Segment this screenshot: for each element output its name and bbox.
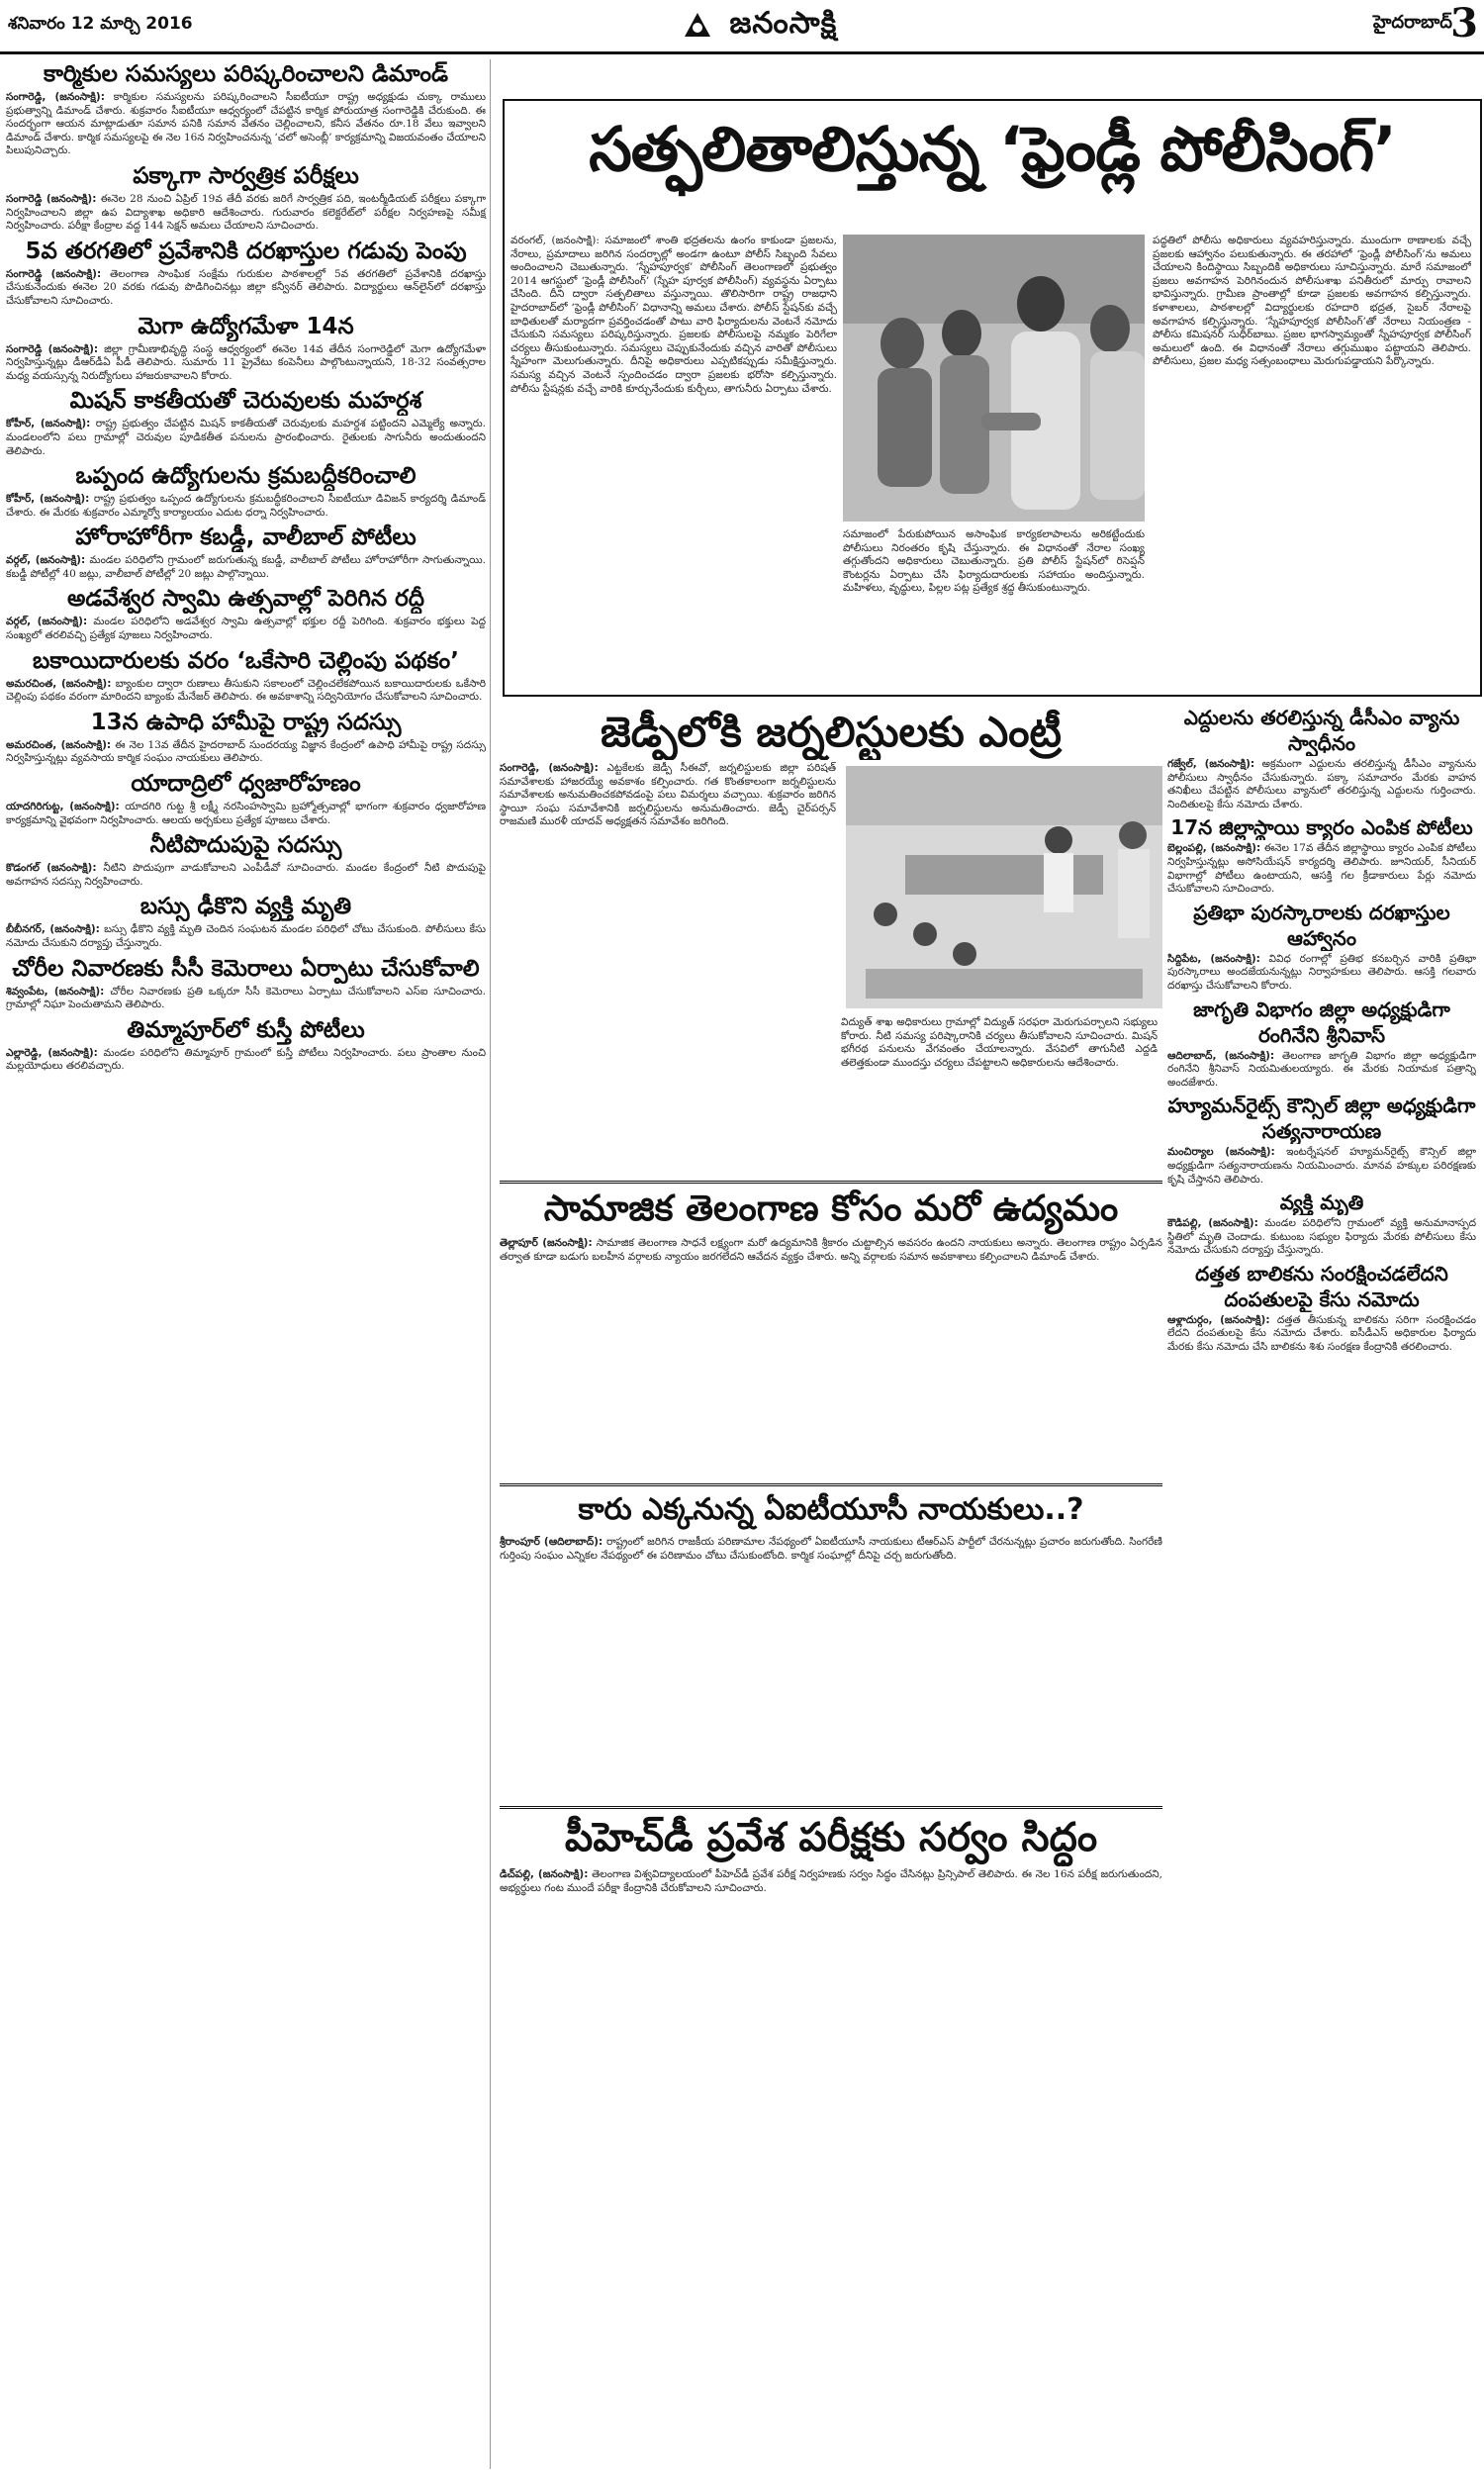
story-jdp-body: ఎట్టకేలకు జెడ్పీ సీఈవో, జర్నలిస్టులకు జిల్లా పరిషత్‌ సమావేశాలకు హాజరయ్యే అవకాశం కల్పించారు. గత కొంతకాలంగా జర్నలిస్టులను సమావేశాలకు అనుమతించకపోవడంపై పలు విమర్శలు వచ్చాయి. శుక్రవారం జరిగిన స్థాయీ సంఘ సమావేశానికి జర్నలిస్టులను అనుమతించారు. జెడ్పీ చైర్‌పర్సన్‌ రాజమణి మురళీ యాదవ్‌ అధ్యక్షతన సమావేశం జరిగింది. bbox=[500, 762, 836, 828]
right-story-text bbox=[1167, 1146, 1476, 1187]
story-social-body: సామాజిక తెలంగాణ సాధనే లక్ష్యంగా మరో ఉద్యమానికి శ్రీకారం చుట్టాల్సిన అవసరం ఉందని నాయకులు అన్నారు. తెలంగాణ రాష్ట్రం ఏర్పడిన తర్వాత కూడా బడుగు బలహీన వర్గాలకు న్యాయం జరగలేదని ఆవేదన వ్యక్తం చేశారు. అన్ని వర్గాలకు సమాన అవకాశాలు కల్పించాలని డిమాండ్‌ చేశారు. bbox=[500, 1237, 1162, 1263]
left-story-dateline: సంగారెడ్డి (జనంసాక్షి): bbox=[6, 342, 99, 355]
left-story-headline: మెగా ఉద్యోగమేళా 14న bbox=[138, 313, 354, 339]
right-story bbox=[1167, 705, 1476, 811]
left-story-body: బ్యాంకుల ద్వారా రుణాలు తీసుకుని సకాలంలో చెల్లించలేకపోయిన బకాయిదారులకు ఒకేసారి చెల్లింపు పథకం వరంగా మారిందని బ్యాంకు మేనేజర్‌ తెలిపారు. ఈ అవకాశాన్ని సద్వినియోగం చేసుకోవాలని సూచించారు. bbox=[6, 677, 486, 704]
left-story-dateline: సంగారెడ్డి, (జనంసాక్షి): bbox=[6, 91, 105, 103]
left-story-dateline: ఎల్లారెడ్డి, (జనంసాక్షి): bbox=[6, 1046, 98, 1059]
left-story-headline: నీటిపొదుపుపై సదస్సు bbox=[149, 832, 342, 859]
left-story-body: జిల్లా గ్రామీణాభివృద్ధి సంస్థ ఆధ్వర్యంలో ఈనెల 14వ తేదీన సంగారెడ్డిలో మెగా ఉద్యోగమేళా నిర్వహిస్తున్నట్లు డీఆర్‌డీఏ పీడీ తెలిపారు. సుమారు 11 ప్రైవేటు కంపెనీలు పాల్గొంటున్నాయని, 18-32 సంవత్సరాల మధ్య వయస్సున్న నిరుద్యోగులు హాజరుకావాలని కోరారు. bbox=[6, 342, 486, 382]
left-story-headline: చోరీల నివారణకు సీసీ కెమెరాలు ఏర్పాటు చేసుకోవాలి bbox=[12, 955, 480, 982]
left-story-text bbox=[6, 678, 486, 705]
story-phd-headline: పీహెచ్‌డీ ప్రవేశ పరీక్షకు సర్వం సిద్ధం bbox=[564, 1815, 1098, 1860]
left-story-dateline: యాదగిరిగుట్ట, (జనంసాక్షి): bbox=[6, 801, 120, 813]
left-story-body: మండల పరిధిలోని తిమ్మాపూర్‌ గ్రామంలో కుస్తీ పోటీలు నిర్వహించారు. పలు ప్రాంతాల నుంచి మల్లయోధులు తరలివచ్చారు. bbox=[6, 1046, 487, 1073]
story-social-dateline: తెల్లాపూర్‌ (జనంసాక్షి): bbox=[500, 1237, 593, 1249]
left-story-body: మండల పరిధిలోని అడవేశ్వర స్వామి ఉత్సవాల్లో భక్తుల రద్దీ పెరిగింది. శుక్రవారం భక్తులు పెద్ద సంఖ్యలో తరలివచ్చి ప్రత్యేక పూజలు నిర్వహించారు. bbox=[6, 616, 486, 642]
left-story-dateline: అమరచింత, (జనంసాక్షి): bbox=[6, 677, 112, 690]
right-column bbox=[1167, 705, 1476, 2466]
left-story bbox=[6, 312, 486, 384]
left-story-headline: అడవేశ్వర స్వామి ఉత్సవాల్లో పెరిగిన రద్దీ bbox=[67, 586, 424, 613]
left-story-body: ఈనెల 28 నుంచి ఏప్రిల్‌ 19వ తేదీ వరకు జరిగే సార్వత్రిక పది, ఇంటర్మీడియట్‌ పరీక్షలు పక్కాగా నిర్వహించాలని జిల్లా ఉప విద్యాశాఖ అధికారి ఆదేశించారు. గురువారం కలెక్టరేట్‌లో పరీక్షల నిర్వహణపై సమీక్ష నిర్వహించారు. పరీక్షా కేంద్రాల వద్ద 144 సెక్షన్‌ అమలు చేయాలని సూచించారు. bbox=[6, 192, 486, 233]
story-phd-body: తెలంగాణ విశ్వవిద్యాలయంలో పీహెచ్‌డీ ప్రవేశ పరీక్ష నిర్వహణకు సర్వం సిద్ధం చేసినట్లు ప్రిన్సిపాల్‌ తెలిపారు. ఈ నెల 16న పరీక్ష జరుగుతుందని, అభ్యర్థులు గంట ముందే పరీక్షా కేంద్రానికి చేరుకోవాలని సూచించారు. bbox=[500, 1868, 1162, 1894]
edition-city: హైదరాబాద్ bbox=[1372, 12, 1452, 33]
middle-column bbox=[500, 705, 1162, 2466]
left-story bbox=[6, 769, 486, 827]
left-story-dateline: సంగారెడ్డి (జనంసాక్షి): bbox=[6, 192, 97, 205]
left-story-text bbox=[6, 616, 486, 642]
right-story-text bbox=[1167, 758, 1476, 811]
left-story-headline: బస్సు ఢీకొని వ్యక్తి మృతి bbox=[139, 894, 352, 920]
story-phd-dateline: డిచ్‌పల్లి, (జనంసాక్షి): bbox=[500, 1868, 589, 1880]
meeting-hall-photo bbox=[846, 766, 1162, 1008]
lead-story bbox=[503, 99, 1482, 697]
left-story-headline: ఒప్పంద ఉద్యోగులను క్రమబద్ధీకరించాలి bbox=[75, 463, 417, 490]
left-story-dateline: కొడంగల్‌ (జనంసాక్షి): bbox=[6, 862, 97, 875]
left-story bbox=[6, 161, 486, 234]
right-story bbox=[1167, 814, 1476, 896]
lead-column-1: వరంగల్‌, (జనంసాక్షి): సమాజంలో శాంతి భద్రతలను ఉంగం కాకుండా ప్రజలను, నేరాలు, ప్రమాదాలు జరిగిన సందర్భాల్లో అండగా ఉంటూ పోలీస్‌ సిబ్బంది సేవలు అందించాలని చెబుతున్నారు. ‘స్నేహపూర్వక’ పోలీసింగ్‌ తెలంగాణలో ప్రభుత్వం 2014 ఆగస్టులో ‘ఫ్రెండ్లీ పోలీసింగ్‌’ (స్నేహ పూర్వక పోలీసింగ్‌) వ్యవస్థను ఏర్పాటు చేసింది. దీని ద్వారా సత్ఫలితాలు వస్తున్నాయి. తొలిసారిగా రాష్ట్ర రాజధాని హైదరాబాద్‌లో ‘ఫ్రెండ్లీ పోలీసింగ్‌’ విధానాన్ని అమలు చేశారు. పోలీస్‌ స్టేషన్‌కు వచ్చే బాధితులతో మర్యాదగా ప్రవర్తించడంతో పాటు వారి ఫిర్యాదులను వెంటనే నమోదు చేసుకుని సమస్యలు పరిష్కరిస్తున్నారు. ప్రజలకు పోలీసులపై నమ్మకం పెరిగేలా చర్యలు తీసుకుంటున్నారు. సమస్యలు చెప్పుకునేందుకు వచ్చిన వారితో పోలీసులు స్నేహంగా మెలుగుతున్నారు. దీనిపై అధికారులు ఎప్పటికప్పుడు సమీక్షిస్తున్నారు. సమస్య వచ్చిన వెంటనే స్పందించడం ద్వారా ప్రజలకు భరోసా కల్పిస్తున్నారు. పోలీసు స్టేషన్లకు వచ్చే వారికి కూర్చునేందుకు కుర్చీలు, తాగునీరు ఏర్పాటు చేశారు. bbox=[510, 235, 837, 395]
right-story-dateline: ఆళ్లాదుర్గం, (జనంసాక్షి): bbox=[1167, 1313, 1270, 1326]
left-story-body: ఈ నెల 13వ తేదీన హైదరాబాద్‌ సుందరయ్య విజ్ఞాన కేంద్రంలో ఉపాధి హామీపై రాష్ట్ర సదస్సు నిర్వహిస్తున్నట్లు వ్యవసాయ కార్మిక సంఘం నాయకులు తెలిపారు. bbox=[6, 738, 487, 765]
story-jdp-text bbox=[500, 762, 836, 1158]
brand-name bbox=[683, 6, 837, 48]
left-story-headline: తిమ్మాపూర్‌లో కుస్తీ పోటీలు bbox=[127, 1016, 365, 1043]
lead-column-4: పద్ధతిలో పోలీసు అధికారులు వ్యవహరిస్తున్నారు. ముందుగా ఠాణాలకు వచ్చే ప్రజలకు ఆహ్వానం పలుకుతున్నారు. ఈ తరహాలో ‘ఫ్రెండ్లీ పోలీసింగ్‌’ను అమలు చేయాలని కిందిస్థాయి సిబ్బందికి అధికారులు సూచిస్తున్నారు. మారే సమాజంలో ప్రజలు అవగాహన పెరిగినందున పోలీసుశాఖ పనితీరులో మార్పు రావాలని భావిస్తున్నారు. గ్రామీణ ప్రాంతాల్లో కూడా ప్రజలకు అవగాహన కల్పిస్తున్నారు. కళాశాలలు, పాఠశాలల్లో విద్యార్థులకు రహదారి భద్రత, సైబర్‌ నేరాలపై అవగాహన కల్పిస్తున్నారు. ‘స్నేహపూర్వక పోలీసింగ్‌’తో నేరాలు నియంత్రణ - పోలీసు కమిషనర్‌ సుధీర్‌బాబు. ప్రజల భాగస్వామ్యంతో స్నేహపూర్వక పోలీసింగ్‌ అమలులో ఉంది. ఈ విధానంతో నేరాలు తగ్గుముఖం పట్టాయని తెలిపారు. పోలీసులు, ప్రజల మధ్య సత్సంబంధాలు మెరుగుపడ్డాయని పేర్కొన్నారు. bbox=[1153, 235, 1471, 368]
left-story-text bbox=[6, 986, 486, 1012]
left-story-text bbox=[6, 554, 486, 581]
right-story-body: తెలంగాణ జాగృతి విభాగం జిల్లా అధ్యక్షుడిగా రంగినేని శ్రీనివాస్‌ నియమితులయ్యారు. ఈ మేరకు నియామక పత్రాన్ని అందజేశారు. bbox=[1167, 1049, 1476, 1089]
left-story bbox=[6, 386, 486, 458]
right-story-headline: హ్యూమన్‌రైట్స్‌ కౌన్సిల్‌ జిల్లా అధ్యక్షుడిగా సత్యనారాయణ bbox=[1167, 1094, 1476, 1144]
left-story-dateline: వర్గల్‌, (జనంసాక్షి): bbox=[6, 554, 86, 567]
story-jdp-body-2: విద్యుత్‌ శాఖ అధికారులు గ్రామాల్లో విద్యుత్‌ సరఫరా మెరుగుపర్చాలని సభ్యులు కోరారు. నీటి సమస్య పరిష్కారానికి చర్యలు తీసుకోవాలని సూచించారు. మిషన్‌ భగీరథ పనులను వేగవంతం చేయాలన్నారు. వేసవిలో తాగునీటి ఎద్దడి తలెత్తకుండా ముందస్తు చర్యలు చేపట్టాలని అధికారులను ఆదేశించారు. bbox=[841, 1016, 1158, 1069]
left-story-body: బస్సు ఢీకొని వ్యక్తి మృతి చెందిన సంఘటన మండల పరిధిలో చోటు చేసుకుంది. పోలీసులు కేసు నమోదు చేసుకుని దర్యాప్తు చేస్తున్నారు. bbox=[6, 923, 487, 949]
right-story bbox=[1167, 997, 1476, 1091]
left-story-text bbox=[6, 193, 486, 234]
left-story-body: యాదగిరి గుట్ట శ్రీ లక్ష్మీ నరసింహస్వామి బ్రహ్మోత్సవాల్లో భాగంగా శుక్రవారం ధ్వజారోహణ కార్యక్రమాన్ని వైభవంగా నిర్వహించారు. ఆలయ అర్చకులు ప్రత్యేక పూజలు చేశారు. bbox=[6, 801, 486, 826]
left-story-dateline: కోహీర్‌, (జనంసాక్షి): bbox=[6, 418, 91, 430]
brand-text: జనంసాక్షి bbox=[729, 6, 838, 41]
right-story-body: వివిధ రంగాల్లో ప్రతిభ కనబర్చిన వారికి ప్రతిభా పురస్కారాలు అందజేయనున్నట్లు నిర్వాహకులు తెలిపారు. ఆసక్తి గలవారు దరఖాస్తు చేసుకోవాలని కోరారు. bbox=[1167, 952, 1476, 992]
right-story bbox=[1167, 900, 1476, 994]
right-story bbox=[1167, 1261, 1476, 1355]
story-jdp-dateline: సంగారెడ్డి, (జనంసాక్షి): bbox=[500, 762, 599, 774]
left-story bbox=[6, 1015, 486, 1074]
left-story-text bbox=[6, 1047, 486, 1074]
right-story-headline: ఎద్దులను తరలిస్తున్న డీసీఎం వ్యాను స్వాధీనం bbox=[1183, 706, 1460, 755]
lead-headline: సత్ఫలితాలిస్తున్న ‘ఫ్రెండ్లీ పోలీసింగ్‌’ bbox=[589, 113, 1396, 185]
masthead bbox=[0, 0, 1484, 54]
left-story-dateline: వర్గల్‌, (జనంసాక్షి): bbox=[6, 616, 88, 628]
right-story-headline: వ్యక్తి మృతి bbox=[1279, 1190, 1364, 1215]
left-story-headline: 13న ఉపాధి హామీపై రాష్ట్ర సదస్సు bbox=[90, 709, 402, 735]
left-story-text bbox=[6, 91, 486, 158]
left-story-headline: పక్కాగా సార్వత్రిక పరీక్షలు bbox=[133, 162, 359, 189]
right-story-text bbox=[1167, 1217, 1476, 1258]
right-story-dateline: ఆదిలాబాద్‌, (జనంసాక్షి): bbox=[1167, 1049, 1275, 1062]
left-story bbox=[6, 646, 486, 705]
story-aituc bbox=[500, 1486, 1162, 1803]
left-story bbox=[6, 892, 486, 950]
meeting-photo bbox=[846, 766, 1162, 1008]
left-story-headline: మిషన్‌ కాకతీయతో చెరువులకు మహర్దశ bbox=[69, 388, 422, 415]
left-story bbox=[6, 584, 486, 642]
left-story bbox=[6, 523, 486, 581]
right-story bbox=[1167, 1093, 1476, 1187]
left-story-text bbox=[6, 801, 486, 827]
story-jdp-headline: జెడ్పీలోకి జర్నలిస్టులకు ఎంట్రీ bbox=[601, 708, 1062, 756]
story-aituc-body: రాష్ట్రంలో జరిగిన రాజకీయ పరిణామాల నేపథ్యంలో ఏఐటీయూసీ నాయకులు టీఆర్‌ఎస్‌ పార్టీలో చేరనున్నట్లు ప్రచారం జరుగుతోంది. సింగరేణి గుర్తింపు సంఘం ఎన్నికల నేపథ్యంలో ఈ పరిణామం చోటు చేసుకుంటోంది. కార్మిక సంఘాల్లో దీనిపై చర్చ జరుగుతోంది. bbox=[500, 1536, 1162, 1562]
left-story bbox=[6, 237, 486, 309]
left-story-body: తెలంగాణ సాంఘిక సంక్షేమ గురుకుల పాఠశాలల్లో 5వ తరగతిలో ప్రవేశానికి దరఖాస్తు చేసుకునేందుకు ఈనెల 20 వరకు గడువు పొడిగించినట్లు జిల్లా కన్వీనర్‌ తెలిపారు. విద్యార్థులు ఆన్‌లైన్‌లో దరఖాస్తు చేసుకోవాలని సూచించారు. bbox=[6, 267, 486, 307]
right-story-text bbox=[1167, 842, 1476, 896]
right-story-headline: 17న జిల్లాస్థాయి క్యారం ఎంపిక పోటీలు bbox=[1170, 815, 1473, 840]
left-story-headline: హోరాహోరీగా కబడ్డీ, వాలీబాల్‌ పోటీలు bbox=[75, 524, 417, 551]
story-social-text bbox=[500, 1237, 1162, 1264]
left-story-body: మండల పరిధిలోని గ్రామంలో జరుగుతున్న కబడ్డీ, వాలీబాల్‌ పోటీలు హోరాహోరీగా సాగుతున్నాయి. కబడ్డీ పోటీల్లో 40 జట్లు, వాలీబాల్‌ పోటీల్లో 20 జట్లు పాల్గొన్నాయి. bbox=[6, 554, 486, 580]
story-aituc-headline: కారు ఎక్కనున్న ఏఐటీయూసీ నాయకులు..? bbox=[578, 1492, 1084, 1527]
left-story-body: రాష్ట్ర ప్రభుత్వం ఒప్పంద ఉద్యోగులను క్రమబద్ధీకరించాలని సీఐటీయూ డివిజన్‌ కార్యదర్శి డిమాండ్‌ చేశారు. ఈ మేరకు శుక్రవారం ఎమ్మార్వో కార్యాలయం ఎదుట ధర్నా నిర్వహించారు. bbox=[6, 493, 486, 519]
story-aituc-dateline: శ్రీరాంపూర్‌ (ఆదిలాబాద్‌): bbox=[500, 1536, 603, 1548]
right-story-headline: దత్తత బాలికను సంరక్షించడలేదని దంపతులపై కేసు నమోదు bbox=[1195, 1261, 1448, 1311]
left-story-text bbox=[6, 923, 486, 950]
right-story-text bbox=[1167, 1050, 1476, 1091]
edition-date: శనివారం 12 మార్చి 2016 bbox=[8, 14, 193, 34]
left-story bbox=[6, 59, 486, 158]
police-crowd-photo bbox=[843, 235, 1145, 522]
left-story-text bbox=[6, 739, 486, 766]
brand-logo-icon bbox=[683, 11, 712, 39]
left-story-dateline: కోహీర్‌, (జనంసాక్షి): bbox=[6, 493, 90, 506]
left-story bbox=[6, 708, 486, 766]
right-story-dateline: బెల్లంపల్లి, (జనంసాక్షి): bbox=[1167, 842, 1261, 855]
left-story-body: చోరీల నివారణకు ప్రతి ఒక్కరూ సీసీ కెమెరాలు ఏర్పాటు చేసుకోవాలని ఎస్‌ఐ సూచించారు. గ్రామాల్లో నిఘా పెంచుతామని తెలిపారు. bbox=[6, 985, 486, 1011]
left-story bbox=[6, 954, 486, 1012]
story-social bbox=[500, 1184, 1162, 1480]
left-story bbox=[6, 461, 486, 520]
left-story-dateline: సంగారెడ్డి (జనంసాక్షి): bbox=[6, 267, 102, 280]
right-story-headline: జాగృతి విభాగం జిల్లా అధ్యక్షుడిగా రంగినేని శ్రీనివాస్‌ bbox=[1193, 997, 1450, 1047]
left-story-text bbox=[6, 268, 486, 309]
right-story-text bbox=[1167, 1314, 1476, 1355]
left-story-dateline: శివ్వంపేట, (జనంసాక్షి): bbox=[6, 985, 105, 998]
left-story-headline: యాదాద్రిలో ధ్వజారోహణం bbox=[131, 771, 361, 798]
lead-column-2: సమాజంలో పేరుకుపోయిన అసాంఘిక కార్యకలాపాలను అరికట్టేందుకు పోలీసులు నిరంతరం కృషి చేస్తున్నారు. ఈ విధానంతో నేరాల సంఖ్య తగ్గుతోందని అధికారులు చెబుతున్నారు. ప్రతి పోలీస్‌ స్టేషన్‌లో రిసెప్షన్‌ కౌంటర్లను ఏర్పాటు చేసి ఫిర్యాదుదారులకు సహాయం అందిస్తున్నారు. మహిళలు, వృద్ధులు, పిల్లల పట్ల ప్రత్యేక శ్రద్ధ తీసుకుంటున్నారు. bbox=[843, 528, 1145, 595]
left-story-body: నీటిని పొదుపుగా వాడుకోవాలని ఎంపీడీవో సూచించారు. మండల కేంద్రంలో నీటి పొదుపుపై అవగాహన సదస్సు నిర్వహించారు. bbox=[6, 862, 486, 888]
left-column bbox=[6, 59, 491, 2469]
left-story-body: రాష్ట్ర ప్రభుత్వం చేపట్టిన మిషన్‌ కాకతీయతో చెరువులకు మహర్దశ పట్టిందని ఎమ్మెల్యే అన్నారు. మండలంలోని పలు గ్రామాల్లో చెరువుల పూడికతీత పనులను ప్రారంభించారు. రైతులకు సాగునీరు అందుతుందని తెలిపారు. bbox=[6, 418, 486, 457]
left-story-text bbox=[6, 418, 486, 458]
story-aituc-text bbox=[500, 1536, 1162, 1563]
lead-photo bbox=[843, 235, 1145, 522]
right-story-text bbox=[1167, 953, 1476, 994]
story-phd bbox=[500, 1809, 1162, 2106]
right-story-dateline: మంచిర్యాల (జనంసాక్షి): bbox=[1167, 1146, 1275, 1159]
left-story-dateline: అమరచింత, (జనంసాక్షి): bbox=[6, 738, 112, 751]
right-story-body: అక్రమంగా ఎద్దులను తరలిస్తున్న డీసీఎం వ్యానును పోలీసులు స్వాధీనం చేసుకున్నారు. పక్కా సమాచారం మేరకు వాహన తనిఖీలు చేపట్టిన పోలీసులు వ్యానులో తరలిస్తున్న ఎద్దులను గుర్తించారు. నిందితులపై కేసు నమోదు చేశారు. bbox=[1167, 758, 1476, 810]
right-story-headline: ప్రతిభా పురస్కారాలకు దరఖాస్తుల ఆహ్వానం bbox=[1193, 900, 1450, 950]
left-story-text bbox=[6, 862, 486, 889]
left-story-headline: 5వ తరగతిలో ప్రవేశానికి దరఖాస్తుల గడువు పెంపు bbox=[25, 238, 467, 264]
story-social-headline: సామాజిక తెలంగాణ కోసం మరో ఉద్యమం bbox=[543, 1189, 1119, 1229]
left-story-text bbox=[6, 343, 486, 384]
left-story bbox=[6, 830, 486, 889]
right-story-dateline: సిద్దిపేట, (జనంసాక్షి): bbox=[1167, 952, 1260, 965]
left-story-headline: బకాయిదారులకు వరం ‘ఒకేసారి చెల్లింపు పథకం’ bbox=[33, 647, 459, 674]
right-story-dateline: గజ్వేల్‌, (జనంసాక్షి): bbox=[1167, 758, 1255, 770]
left-story-text bbox=[6, 493, 486, 520]
story-jdp bbox=[500, 705, 1162, 1178]
right-story bbox=[1167, 1189, 1476, 1258]
left-story-body: కార్మికుల సమస్యలను పరిష్కరించాలని సీఐటీయూ రాష్ట్ర అధ్యక్షుడు చుక్కా రాములు ప్రభుత్వాన్ని డిమాండ్‌ చేశారు. శుక్రవారం సీఐటీయూ ఆధ్వర్యంలో చేపట్టిన కార్మిక పోరుయాత్ర సంగారెడ్డికి చేరుకుంది. ఈ సందర్భంగా ఆయన మాట్లాడుతూ సమాన పనికి సమాన వేతనం చెల్లించాలని, కనీస వేతనం రూ.18 వేలు ఇవ్వాలని డిమాండ్‌ చేశారు. కార్మిక సమస్యలపై ఈ నెల 16న నిర్వహించనున్న ‘చలో అసెంబ్లీ’ కార్యక్రమాన్ని విజయవంతం చేయాలని పిలుపునిచ్చారు. bbox=[6, 91, 487, 157]
right-story-body: ఇంటర్నేషనల్‌ హ్యూమన్‌రైట్స్‌ కౌన్సిల్‌ జిల్లా అధ్యక్షుడిగా సత్యనారాయణను నియమించారు. మానవ హక్కుల పరిరక్షణకు కృషి చేస్తానని తెలిపారు. bbox=[1167, 1146, 1476, 1186]
left-story-dateline: బీబీనగర్‌, (జనంసాక్షి): bbox=[6, 923, 100, 936]
right-story-body: దత్తత తీసుకున్న బాలికను సరిగా సంరక్షించడం లేదని దంపతులపై కేసు నమోదు చేశారు. ఐసీడీఎస్‌ అధికారుల ఫిర్యాదు మేరకు కేసు నమోదు చేసి బాలికను శిశు సంరక్షణ కేంద్రానికి తరలించారు. bbox=[1167, 1313, 1476, 1354]
right-story-body: ఈనెల 17వ తేదీన జిల్లాస్థాయి క్యారం ఎంపిక పోటీలు నిర్వహిస్తున్నట్లు అసోసియేషన్‌ కార్యదర్శి తెలిపారు. జూనియర్‌, సీనియర్‌ విభాగాల్లో పోటీలు ఉంటాయని, ఆసక్తి గల క్రీడాకారులు పేర్లు నమోదు చేసుకోవాలని సూచించారు. bbox=[1167, 842, 1476, 896]
right-story-dateline: కౌడిపల్లి, (జనంసాక్షి): bbox=[1167, 1217, 1258, 1230]
left-story-headline: కార్మికుల సమస్యలు పరిష్కరించాలని డిమాండ్‌ bbox=[43, 61, 449, 87]
right-story-body: మండల పరిధిలోని గ్రామంలో వ్యక్తి అనుమానాస్పద స్థితిలో మృతి చెందాడు. కుటుంబ సభ్యుల ఫిర్యాదు మేరకు పోలీసులు కేసు నమోదు చేసుకుని దర్యాప్తు చేస్తున్నారు. bbox=[1167, 1217, 1476, 1257]
page-number: 3 bbox=[1450, 0, 1478, 47]
story-phd-text bbox=[500, 1868, 1162, 1895]
